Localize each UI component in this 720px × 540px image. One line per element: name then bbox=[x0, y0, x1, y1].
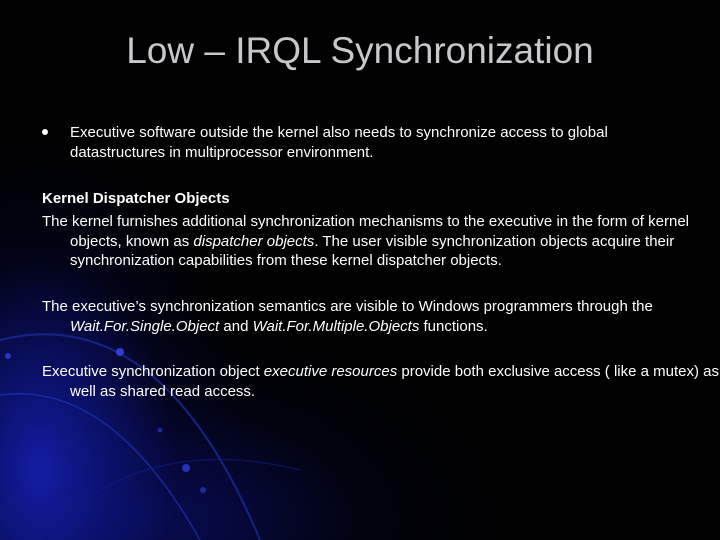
para1-emphasis: dispatcher objects bbox=[193, 232, 315, 250]
para2-text-before: The executive’s synchronization semantics are visible to Windows programmers through the bbox=[42, 298, 653, 315]
paragraph-executive-resources bbox=[42, 362, 720, 401]
bullet-text: Executive software outside the kernel also needs to synchronize access to global datastructures in multiprocessor environment. bbox=[70, 124, 608, 161]
decorative-arc bbox=[0, 394, 200, 540]
decorative-dot bbox=[158, 428, 163, 433]
para2-emphasis-multiple: Wait.For.Multiple.Objects bbox=[252, 317, 420, 335]
para3-text-before: Executive synchronization object bbox=[42, 363, 264, 380]
decorative-dot bbox=[200, 487, 206, 493]
slide-title: Low – IRQL Synchronization bbox=[126, 30, 594, 71]
para2-text-after: functions. bbox=[419, 317, 488, 335]
decorative-arc bbox=[40, 459, 300, 540]
decorative-dot bbox=[5, 353, 11, 359]
para2-text-mid: and bbox=[219, 317, 253, 335]
section-heading: Kernel Dispatcher Objects bbox=[42, 190, 230, 207]
para1-text-after: . The user visible synchronization objects acquire their synchronization capabilities from these kernel dispatcher objects. bbox=[70, 232, 675, 269]
para1-text-before: The kernel furnishes additional synchronization mechanisms to the executive in the form of kernel objects, known as bbox=[42, 213, 689, 250]
paragraph-wait-functions bbox=[42, 297, 720, 336]
decorative-dot bbox=[182, 464, 190, 472]
bullet-dot-icon bbox=[42, 129, 48, 135]
decorative-dot bbox=[116, 348, 124, 356]
para3-emphasis: executive resources bbox=[263, 363, 398, 380]
paragraph-dispatcher-objects bbox=[42, 212, 720, 271]
para2-emphasis-single: Wait.For.Single.Object bbox=[70, 317, 220, 335]
para3-text-after: provide both exclusive access ( like a mutex) as well as shared read access. bbox=[70, 363, 720, 400]
